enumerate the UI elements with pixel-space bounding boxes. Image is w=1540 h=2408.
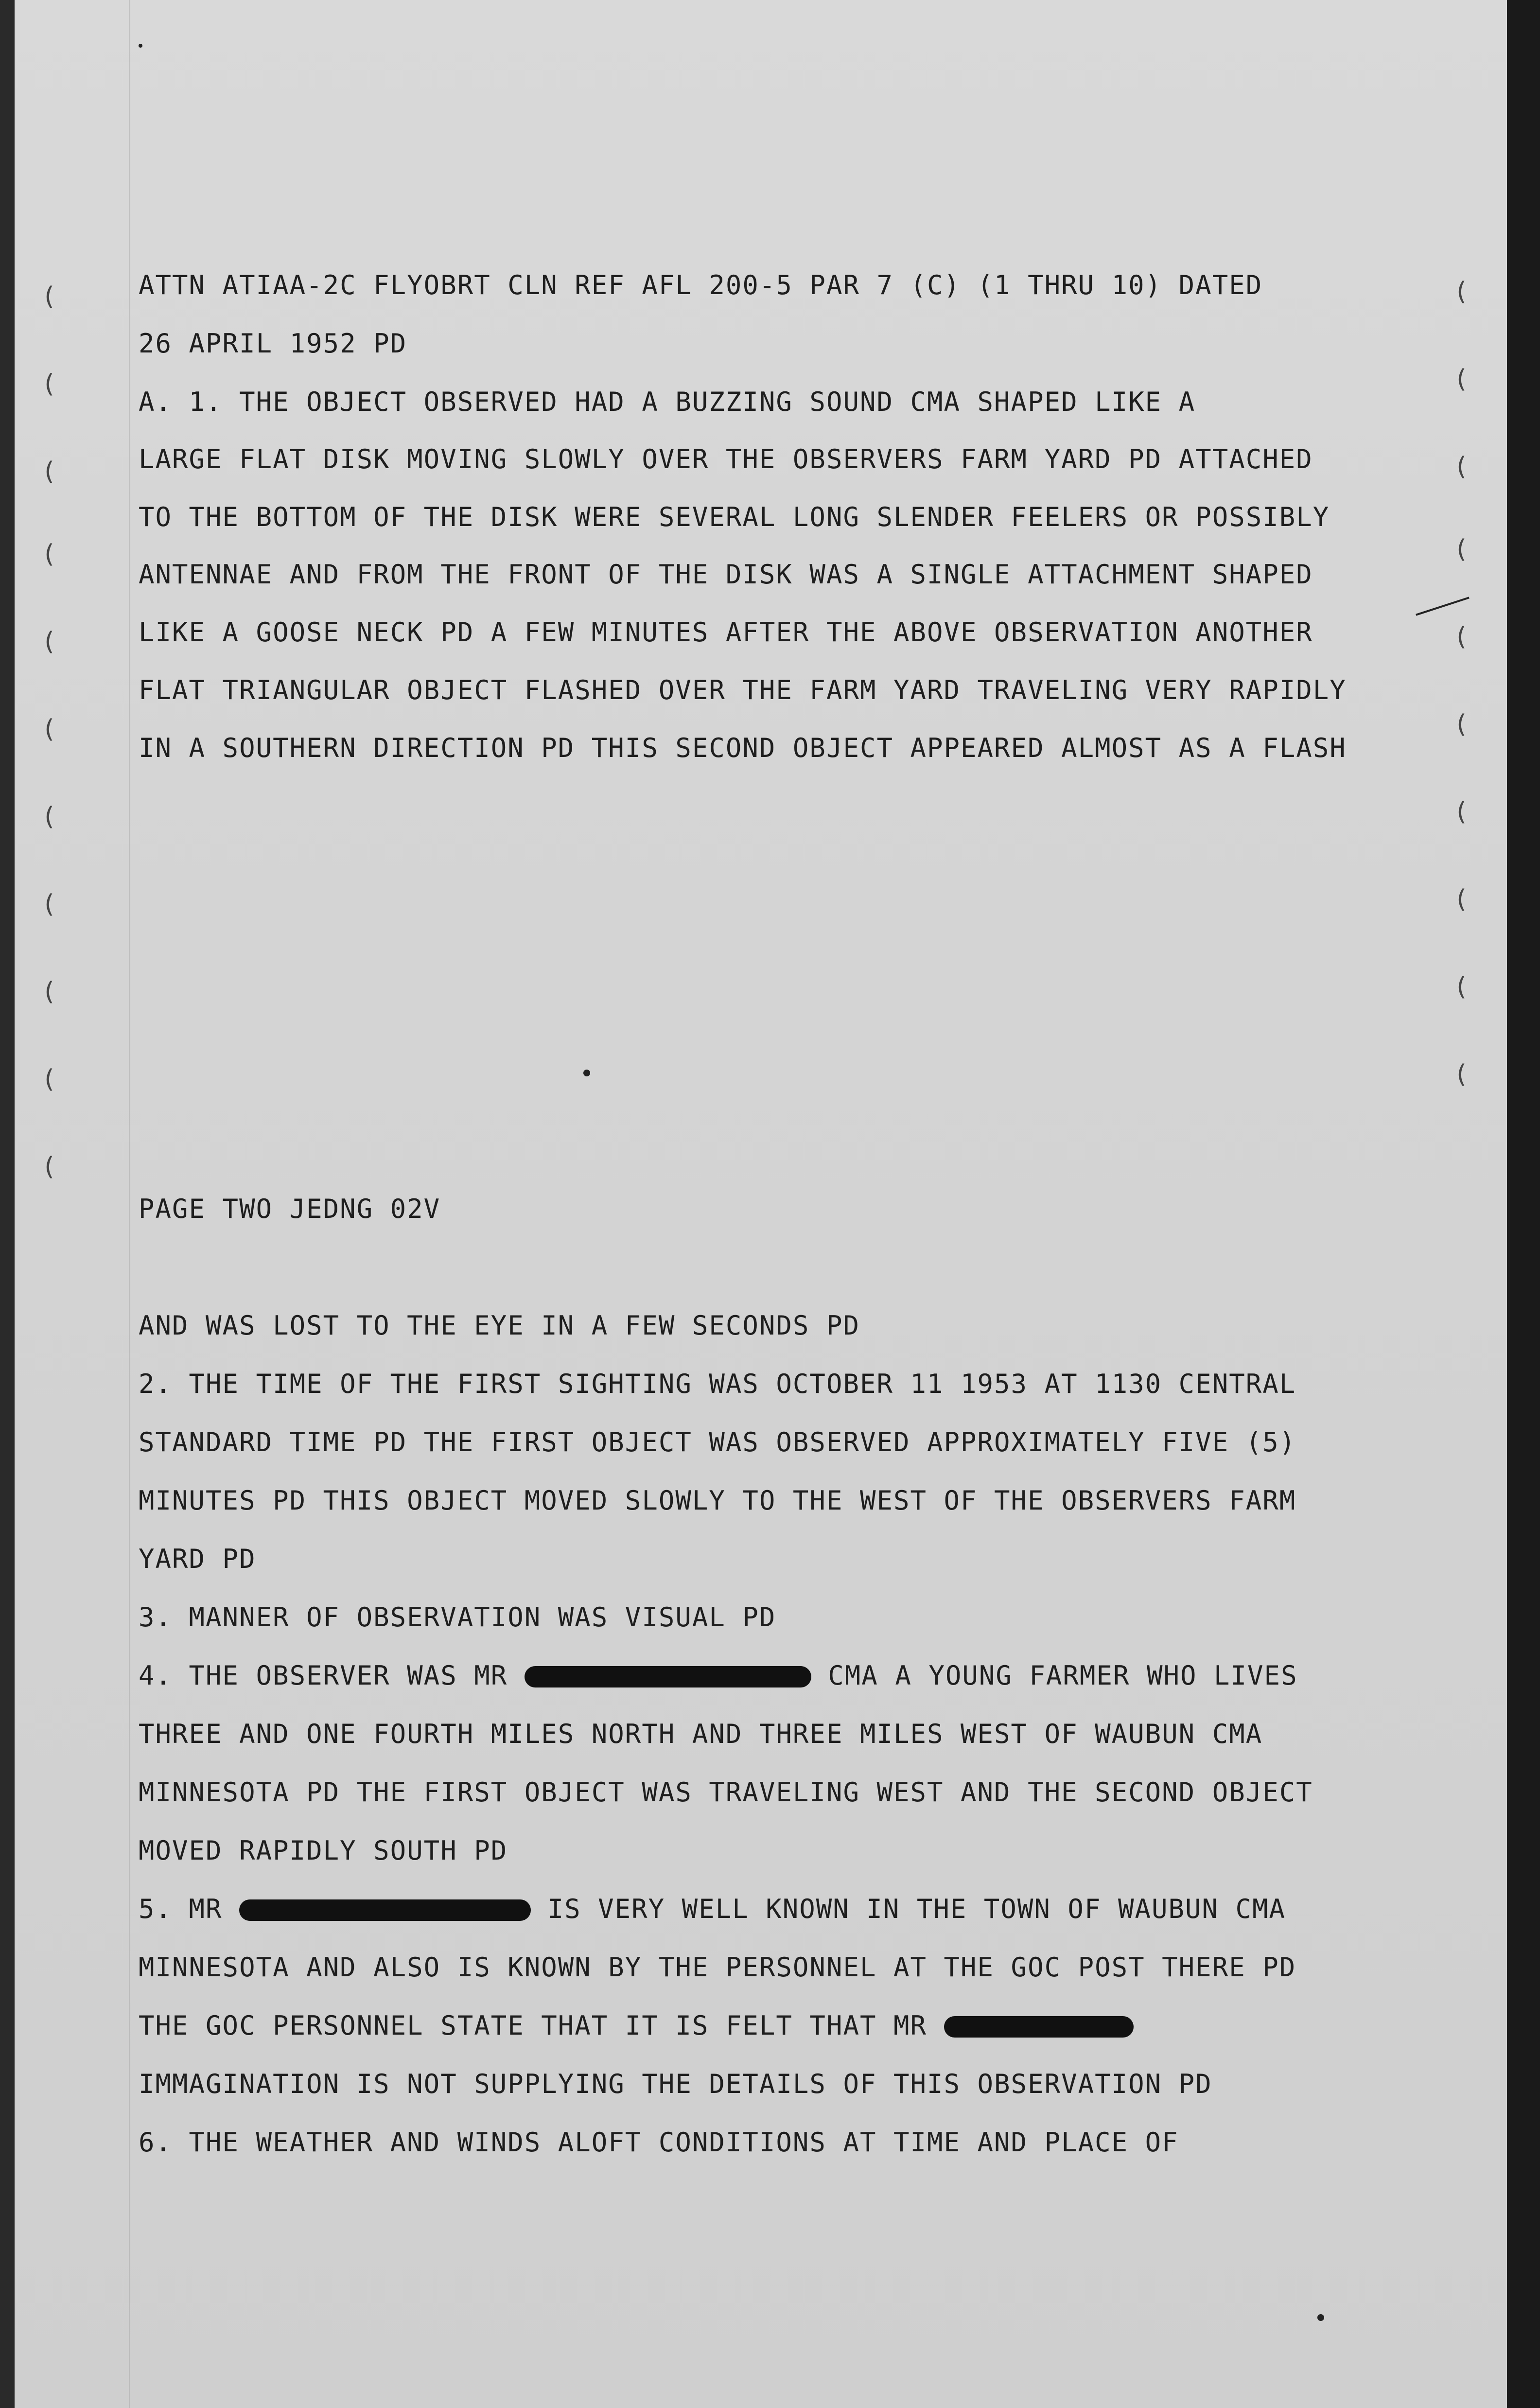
text-line: ANTENNAE AND FROM THE FRONT OF THE DISK WAS A SINGLE ATTACHMENT SHAPED xyxy=(139,559,1313,590)
text-line: 26 APRIL 1952 PD xyxy=(139,328,407,359)
text-line: ATTN ATIAA-2C FLYOBRT CLN REF AFL 200-5 PAR 7 (C) (1 THRU 10) DATED xyxy=(139,270,1263,300)
margin-mark: ( xyxy=(41,282,57,311)
text-line: MOVED RAPIDLY SOUTH PD xyxy=(139,1835,508,1866)
text-line-goc xyxy=(139,2010,1134,2041)
margin-mark: ( xyxy=(41,1065,57,1094)
speck xyxy=(139,44,142,48)
pen-tick-mark xyxy=(1416,597,1470,615)
film-edge xyxy=(1507,0,1540,2408)
text-line: LARGE FLAT DISK MOVING SLOWLY OVER THE OBSERVERS FARM YARD PD ATTACHED xyxy=(139,444,1313,475)
text-line: 3. MANNER OF OBSERVATION WAS VISUAL PD xyxy=(139,1602,776,1633)
margin-mark: ( xyxy=(41,890,57,919)
redaction-bar xyxy=(525,1666,811,1687)
margin-mark: ( xyxy=(41,369,57,399)
text-line: MINUTES PD THIS OBJECT MOVED SLOWLY TO THE WEST OF THE OBSERVERS FARM xyxy=(139,1485,1296,1516)
text-line: IN A SOUTHERN DIRECTION PD THIS SECOND OBJECT APPEARED ALMOST AS A FLASH xyxy=(139,733,1347,763)
text-segment: THE GOC PERSONNEL STATE THAT IT IS FELT THAT MR xyxy=(139,2010,928,2041)
margin-mark: ( xyxy=(41,457,57,486)
margin-mark: ( xyxy=(1453,365,1469,394)
text-segment: 5. MR xyxy=(139,1894,223,1924)
margin-mark: ( xyxy=(1453,885,1469,914)
margin-mark: ( xyxy=(1453,622,1469,651)
text-line: TO THE BOTTOM OF THE DISK WERE SEVERAL LONG SLENDER FEELERS OR POSSIBLY xyxy=(139,502,1330,532)
margin-mark: ( xyxy=(41,540,57,569)
margin-mark: ( xyxy=(1453,277,1469,306)
text-line: MINNESOTA AND ALSO IS KNOWN BY THE PERSONNEL AT THE GOC POST THERE PD xyxy=(139,1952,1296,1983)
speck xyxy=(1317,2314,1324,2321)
text-line: IMMAGINATION IS NOT SUPPLYING THE DETAILS OF THIS OBSERVATION PD xyxy=(139,2069,1212,2099)
text-line: MINNESOTA PD THE FIRST OBJECT WAS TRAVELING WEST AND THE SECOND OBJECT xyxy=(139,1777,1313,1808)
text-line: A. 1. THE OBJECT OBSERVED HAD A BUZZING SOUND CMA SHAPED LIKE A xyxy=(139,387,1196,417)
margin-mark: ( xyxy=(41,715,57,744)
page-header: PAGE TWO JEDNG 02V xyxy=(139,1194,441,1224)
margin-mark: ( xyxy=(1453,972,1469,1002)
speck xyxy=(583,1070,590,1076)
document-page xyxy=(15,0,1507,2408)
text-line: 2. THE TIME OF THE FIRST SIGHTING WAS OCTOBER 11 1953 AT 1130 CENTRAL xyxy=(139,1369,1296,1399)
margin-mark: ( xyxy=(1453,452,1469,481)
text-segment: IS VERY WELL KNOWN IN THE TOWN OF WAUBUN CMA xyxy=(547,1894,1286,1924)
redaction-bar xyxy=(944,2016,1134,2038)
text-line: YARD PD xyxy=(139,1544,256,1574)
text-line: AND WAS LOST TO THE EYE IN A FEW SECONDS PD xyxy=(139,1310,860,1341)
margin-mark: ( xyxy=(1453,535,1469,564)
margin-mark: ( xyxy=(41,1152,57,1181)
text-line: THREE AND ONE FOURTH MILES NORTH AND THREE MILES WEST OF WAUBUN CMA xyxy=(139,1719,1263,1749)
margin-mark: ( xyxy=(41,802,57,831)
margin-mark: ( xyxy=(1453,797,1469,826)
margin-line xyxy=(129,0,130,2408)
text-line: FLAT TRIANGULAR OBJECT FLASHED OVER THE FARM YARD TRAVELING VERY RAPIDLY xyxy=(139,675,1347,705)
margin-mark: ( xyxy=(1453,1060,1469,1089)
text-line-observer xyxy=(139,1660,1298,1691)
text-segment: 4. THE OBSERVER WAS MR xyxy=(139,1660,508,1691)
margin-mark: ( xyxy=(41,977,57,1006)
text-line: STANDARD TIME PD THE FIRST OBJECT WAS OBSERVED APPROXIMATELY FIVE (5) xyxy=(139,1427,1296,1458)
margin-mark: ( xyxy=(41,627,57,656)
text-segment: CMA A YOUNG FARMER WHO LIVES xyxy=(828,1660,1298,1691)
redaction-bar xyxy=(239,1899,531,1921)
text-line: 6. THE WEATHER AND WINDS ALOFT CONDITIONS AT TIME AND PLACE OF xyxy=(139,2127,1179,2158)
margin-mark: ( xyxy=(1453,710,1469,739)
text-line-known xyxy=(139,1896,1286,1922)
text-line: LIKE A GOOSE NECK PD A FEW MINUTES AFTER THE ABOVE OBSERVATION ANOTHER xyxy=(139,617,1313,648)
